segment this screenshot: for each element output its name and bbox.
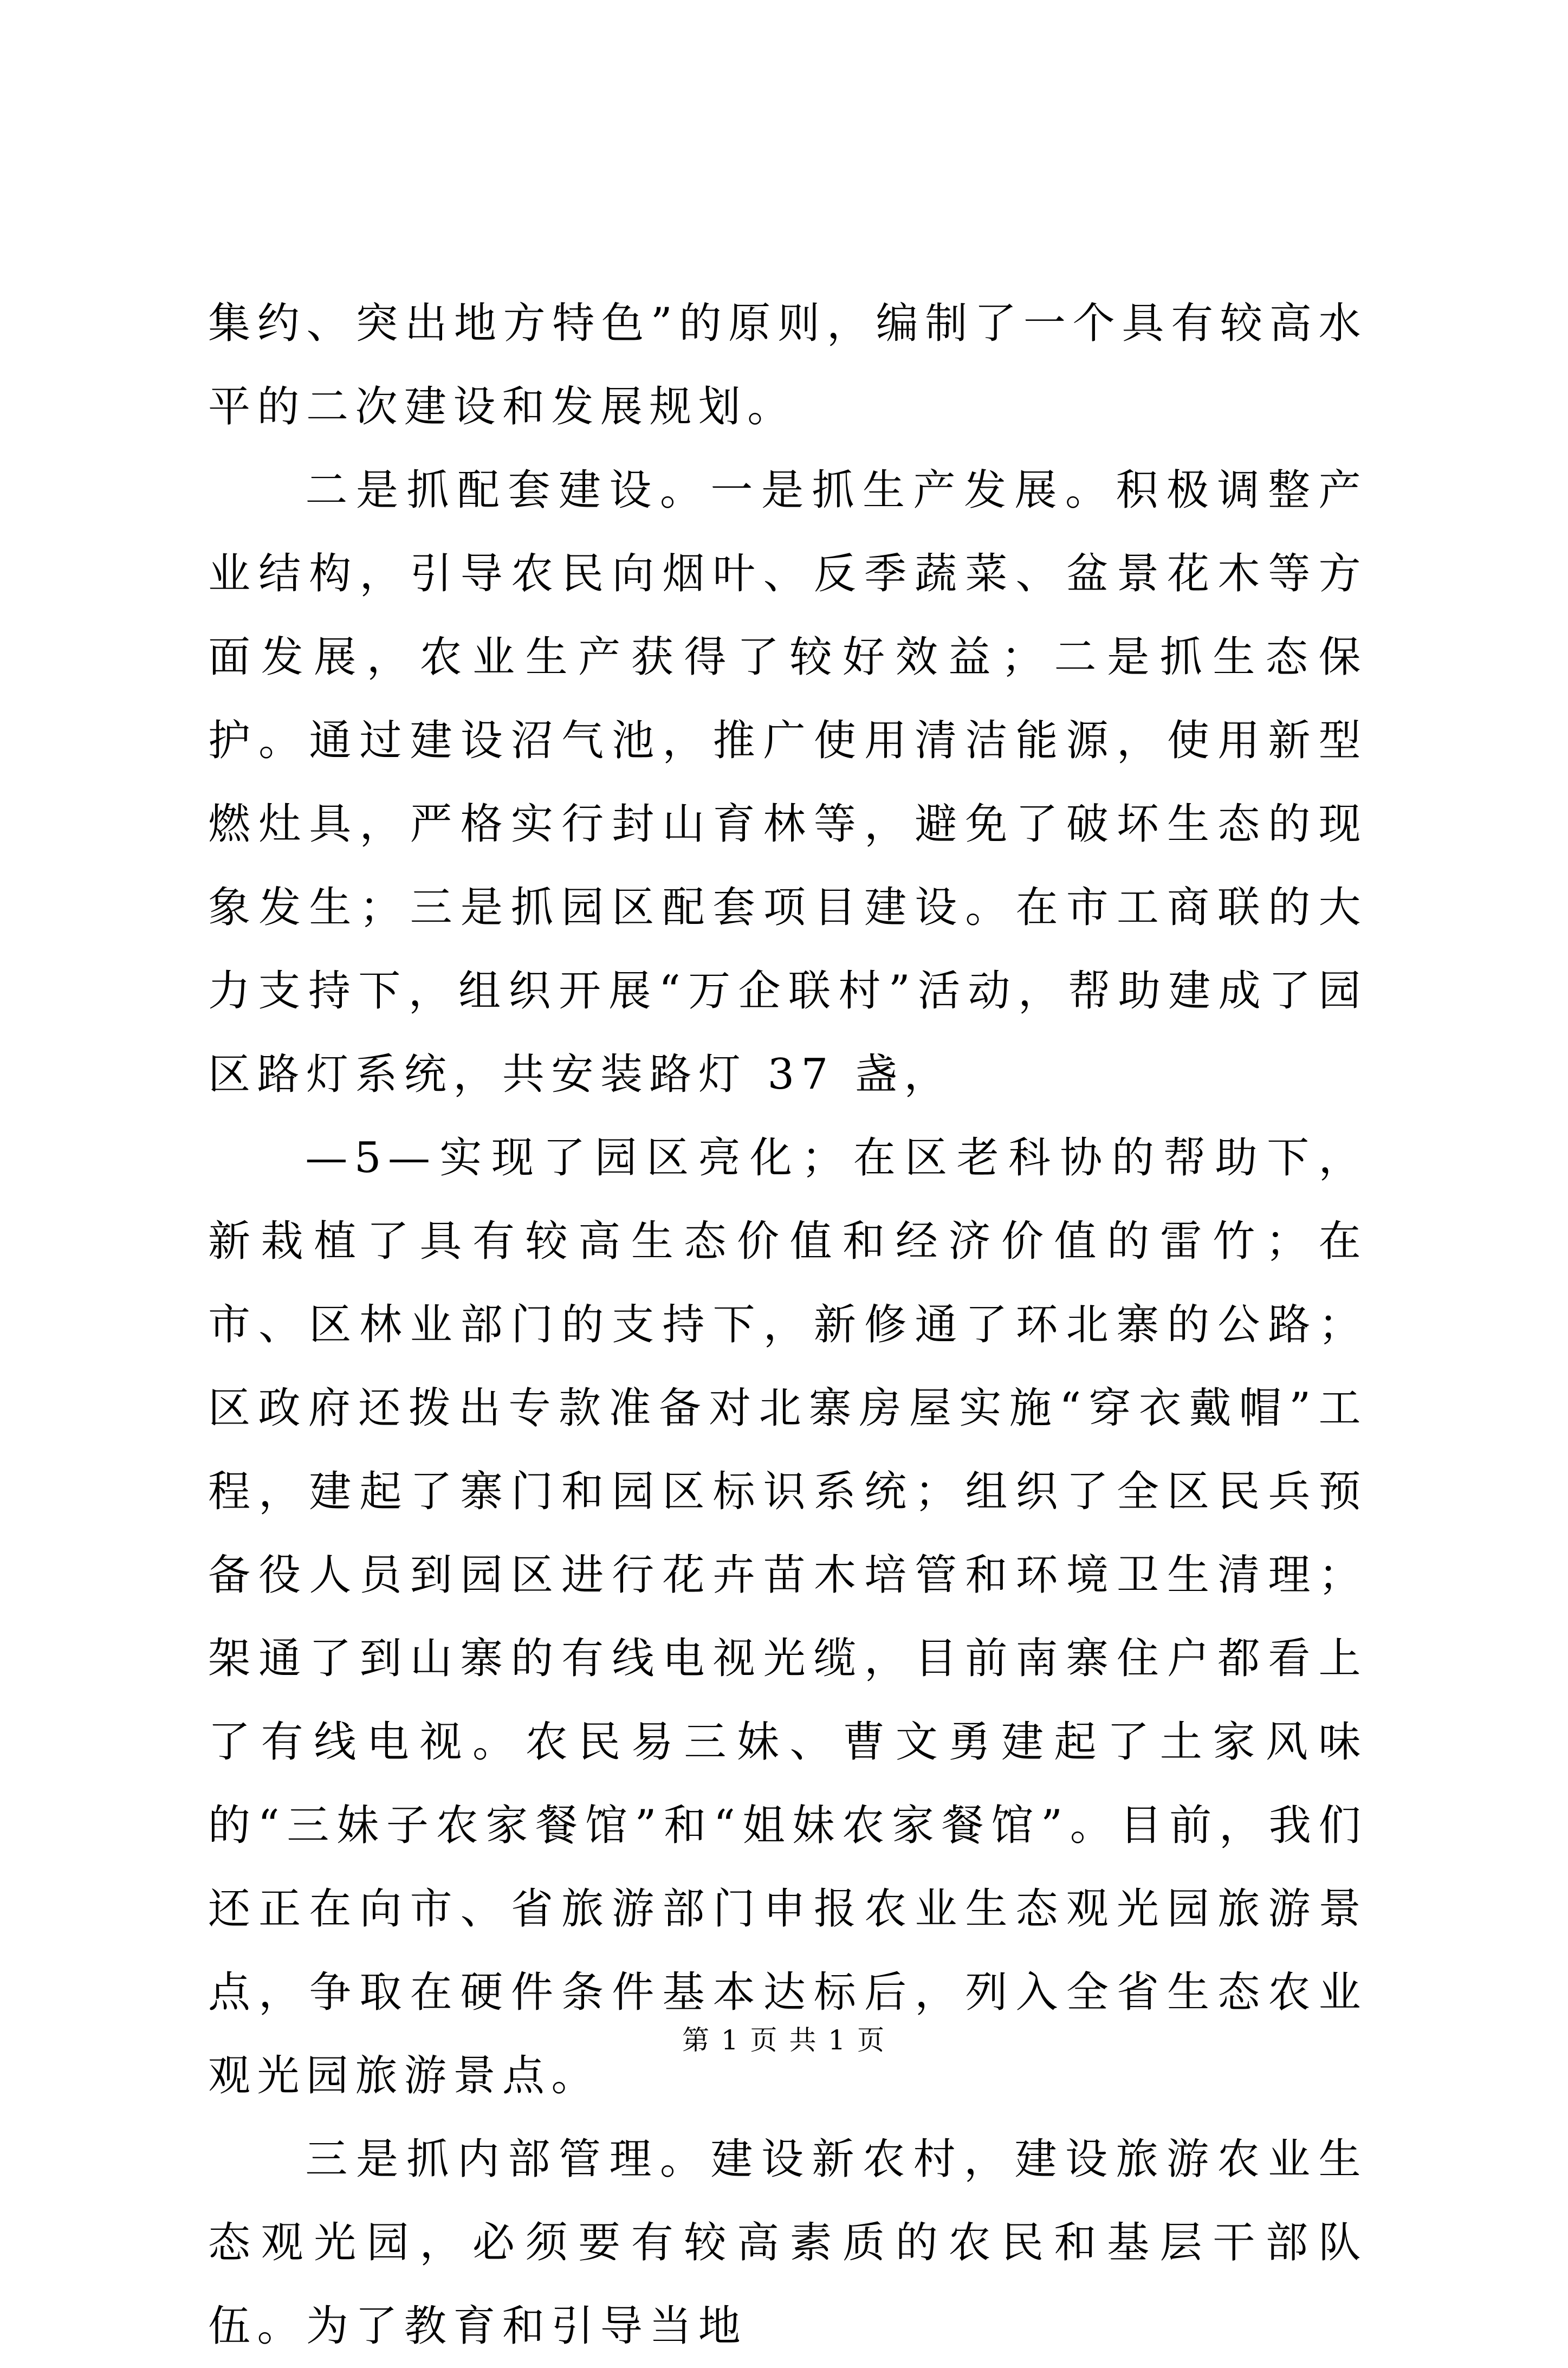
paragraph-continuation: 集约、突出地方特色”的原则，编制了一个具有较高水平的二次建设和发展规划。 [208, 299, 1368, 431]
paragraph-internal-management: 三是抓内部管理。建设新农村，建设旅游农业生态观光园，必须要有较高素质的农民和基层干部队伍。为了教育和引导当地 [208, 2135, 1368, 2351]
page-footer: 第 1 页 共 1 页 [682, 2024, 886, 2056]
paragraph-park-lighting: —5—实现了园区亮化；在区老科协的帮助下，新栽植了具有较高生态价值和经济价值的雷竹；在市、区林业部门的支持下，新修通了环北寨的公路；区政府还拨出专款准备对北寨房屋实施“穿衣戴帽”工程，建起了寨门和园区标识系统；组织了全区民兵预备役人员到园区进行花卉苗木培管和环境卫生清理；架通了到山寨的有线电视光缆，目前南寨住户都看上了有线电视。农民易三妹、曹文勇建起了土家风味的“三妹子农家餐馆”和“姐妹农家餐馆”。目前，我们还正在向市、省旅游部门申报农业生态观光园旅游景点，争取在硬件条件基本达标后，列入全省生态农业观光园旅游景点。 [208, 1134, 1368, 2100]
paragraph-supporting-construction: 二是抓配套建设。一是抓生产发展。积极调整产业结构，引导农民向烟叶、反季蔬菜、盆景花木等方面发展，农业生产获得了较好效益；二是抓生态保护。通过建设沼气池，推广使用清洁能源，使用新型燃灶具，严格实行封山育林等，避免了破坏生态的现象发生；三是抓园区配套项目建设。在市工商联的大力支持下，组织开展“万企联村”活动，帮助建成了园区路灯系统，共安装路灯 37 盏， [208, 466, 1368, 1099]
